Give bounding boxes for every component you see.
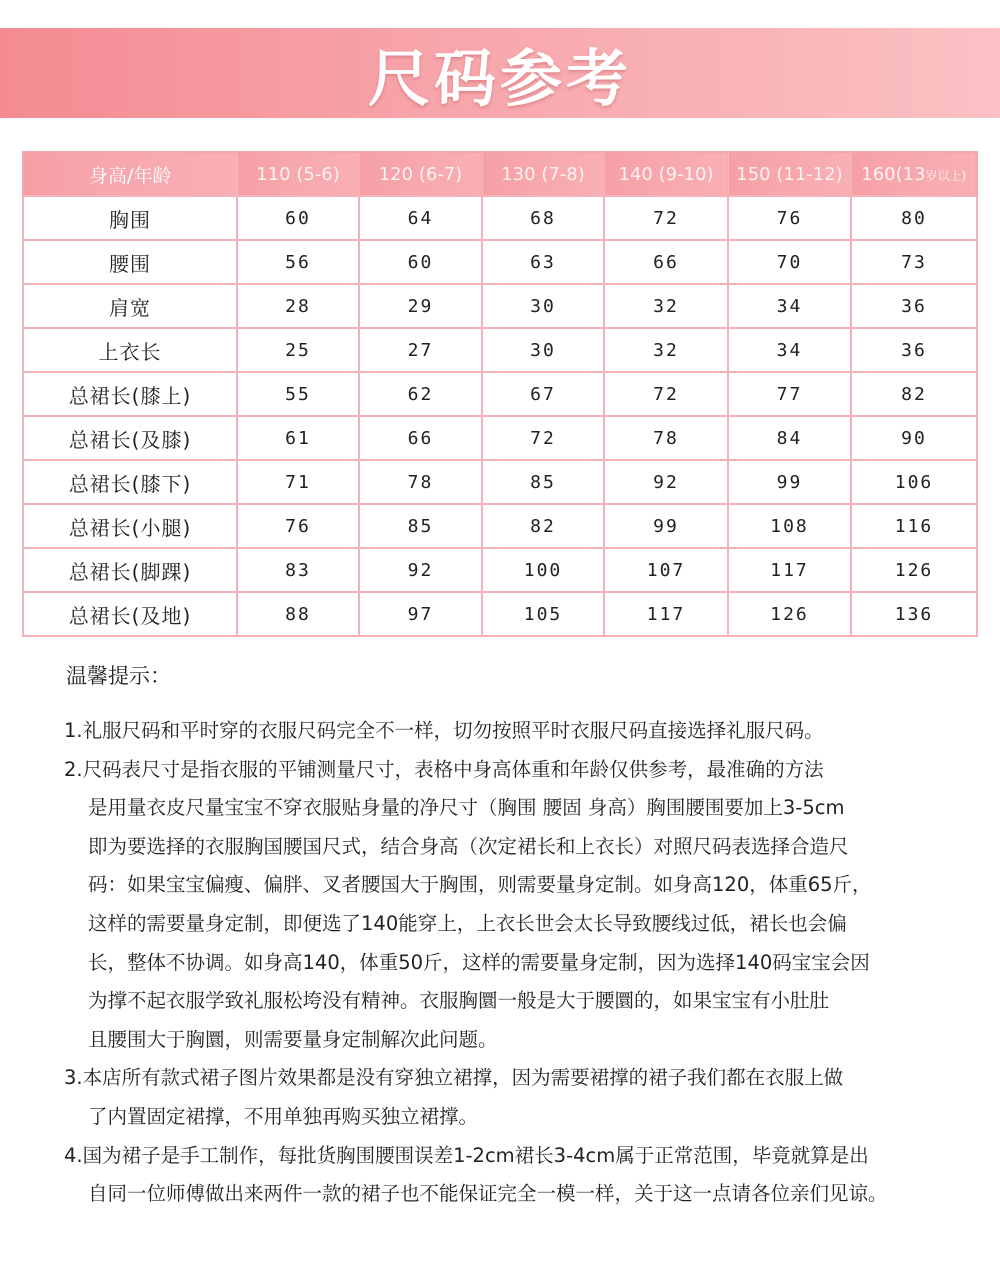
table-cell: 77 [728, 372, 851, 416]
table-cell: 70 [728, 240, 851, 284]
page-title: 尺码参考 [367, 41, 632, 115]
column-header: 110 (5-6) [237, 152, 359, 196]
table-cell: 67 [482, 372, 604, 416]
tip-line: 且腰围大于胸圜，则需要量身定制解次此问题。 [88, 1027, 498, 1051]
column-header: 160(13岁以上) [851, 152, 977, 196]
table-cell: 60 [237, 196, 359, 240]
table-cell: 82 [851, 372, 977, 416]
row-label: 上衣长 [23, 328, 237, 372]
table-cell: 64 [359, 196, 482, 240]
table-cell: 100 [482, 548, 604, 592]
table-cell: 80 [851, 196, 977, 240]
table-cell: 92 [604, 460, 728, 504]
table-cell: 99 [604, 504, 728, 548]
table-cell: 106 [851, 460, 977, 504]
table-cell: 117 [728, 548, 851, 592]
tip-item [64, 751, 979, 1060]
table-cell: 62 [359, 372, 482, 416]
table-cell: 36 [851, 328, 977, 372]
tips-list [64, 712, 979, 1214]
table-cell: 116 [851, 504, 977, 548]
table-row [23, 372, 977, 416]
table-cell: 126 [851, 548, 977, 592]
tip-item [64, 1137, 979, 1214]
table-cell: 72 [604, 372, 728, 416]
table-cell: 71 [237, 460, 359, 504]
table-body [23, 196, 977, 636]
table-cell: 72 [482, 416, 604, 460]
table-row [23, 328, 977, 372]
column-header: 120 (6-7) [359, 152, 482, 196]
table-cell: 84 [728, 416, 851, 460]
table-cell: 97 [359, 592, 482, 636]
row-label: 胸围 [23, 196, 237, 240]
table-cell: 76 [728, 196, 851, 240]
table-cell: 117 [604, 592, 728, 636]
tip-item [64, 712, 979, 751]
tip-line: 2.尺码表尺寸是指衣服的平铺测量尺寸，表格中身高体重和年龄仅供参考，最准确的方法 [64, 757, 824, 781]
tips-heading: 温馨提示： [66, 664, 171, 688]
row-label: 总裙长(膝上) [23, 372, 237, 416]
table-cell: 72 [604, 196, 728, 240]
table-cell: 76 [237, 504, 359, 548]
table-cell: 85 [359, 504, 482, 548]
table-cell: 90 [851, 416, 977, 460]
table-cell: 66 [359, 416, 482, 460]
tip-line: 长，整体不协调。如身高140，体重50斤，这样的需要量身定制，因为选择140码宝宝会因 [88, 950, 870, 974]
table-row [23, 196, 977, 240]
table-cell: 105 [482, 592, 604, 636]
table-cell: 55 [237, 372, 359, 416]
table-cell: 30 [482, 284, 604, 328]
row-label: 总裙长(及膝) [23, 416, 237, 460]
tip-line: 3.本店所有款式裙子图片效果都是没有穿独立裙撑，因为需要裙撑的裙子我们都在衣服上做 [64, 1066, 844, 1090]
row-label: 腰围 [23, 240, 237, 284]
corner-header: 身高/年龄 [23, 152, 237, 196]
table-cell: 73 [851, 240, 977, 284]
column-header: 140 (9-10) [604, 152, 728, 196]
table-cell: 56 [237, 240, 359, 284]
row-label: 总裙长(小腿) [23, 504, 237, 548]
tip-item [64, 1059, 979, 1136]
table-row [23, 460, 977, 504]
table-cell: 32 [604, 328, 728, 372]
table-cell: 61 [237, 416, 359, 460]
table-cell: 136 [851, 592, 977, 636]
table-cell: 34 [728, 284, 851, 328]
tip-line: 这样的需要量身定制，即便选了140能穿上，上衣长世会太长导致腰线过低，裙长也会偏 [88, 911, 847, 935]
column-header: 150 (11-12) [728, 152, 851, 196]
table-row [23, 548, 977, 592]
tip-line: 自同一位师傅做出来两件一款的裙子也不能保证完全一模一样，关于这一点请各位亲们见谅。 [88, 1182, 888, 1206]
table-cell: 126 [728, 592, 851, 636]
table-row [23, 240, 977, 284]
table-header-row [23, 152, 977, 196]
column-header: 130 (7-8) [482, 152, 604, 196]
table-cell: 27 [359, 328, 482, 372]
table-cell: 32 [604, 284, 728, 328]
table-cell: 68 [482, 196, 604, 240]
table-cell: 66 [604, 240, 728, 284]
row-label: 肩宽 [23, 284, 237, 328]
row-label: 总裙长(膝下) [23, 460, 237, 504]
table-cell: 25 [237, 328, 359, 372]
tip-line: 为撑不起衣服学致礼服松垮没有精神。衣服胸圜一般是大于腰圜的，如果宝宝有小肚肚 [88, 989, 830, 1013]
tip-line: 即为要选择的衣服胸国腰国尺式，结合身高（次定裙长和上衣长）对照尺码表选择合造尺 [88, 834, 849, 858]
table-cell: 99 [728, 460, 851, 504]
table-row [23, 592, 977, 636]
table-cell: 83 [237, 548, 359, 592]
tip-line: 是用量衣皮尺量宝宝不穿衣服贴身量的净尺寸（胸围 腰固 身高）胸围腰围要加上3-5cm [88, 796, 845, 820]
table-cell: 78 [604, 416, 728, 460]
table-cell: 63 [482, 240, 604, 284]
table-row [23, 284, 977, 328]
row-label: 总裙长(脚踝) [23, 548, 237, 592]
table-cell: 108 [728, 504, 851, 548]
table-cell: 30 [482, 328, 604, 372]
tip-line: 了内置固定裙撑，不用单独再购买独立裙撑。 [88, 1104, 479, 1128]
table-cell: 85 [482, 460, 604, 504]
table-cell: 92 [359, 548, 482, 592]
table-cell: 29 [359, 284, 482, 328]
tip-line: 码：如果宝宝偏瘦、偏胖、叉者腰国大于胸围，则需要量身定制。如身高120，体重65斤， [88, 873, 872, 897]
table-row [23, 504, 977, 548]
table-cell: 36 [851, 284, 977, 328]
table-cell: 60 [359, 240, 482, 284]
table-cell: 107 [604, 548, 728, 592]
tip-line: 4.国为裙子是手工制作，每批货胸围腰围误差1-2cm裙长3-4cm属于正常范围，毕竟就算是出 [64, 1143, 869, 1167]
title-banner [0, 28, 1000, 118]
row-label: 总裙长(及地) [23, 592, 237, 636]
table-cell: 88 [237, 592, 359, 636]
table-cell: 28 [237, 284, 359, 328]
table-cell: 34 [728, 328, 851, 372]
table-cell: 78 [359, 460, 482, 504]
tip-line: 1.礼服尺码和平时穿的衣服尺码完全不一样，切勿按照平时衣服尺码直接选择礼服尺码。 [64, 719, 824, 742]
size-chart-table [22, 151, 978, 637]
table-row [23, 416, 977, 460]
table-cell: 82 [482, 504, 604, 548]
